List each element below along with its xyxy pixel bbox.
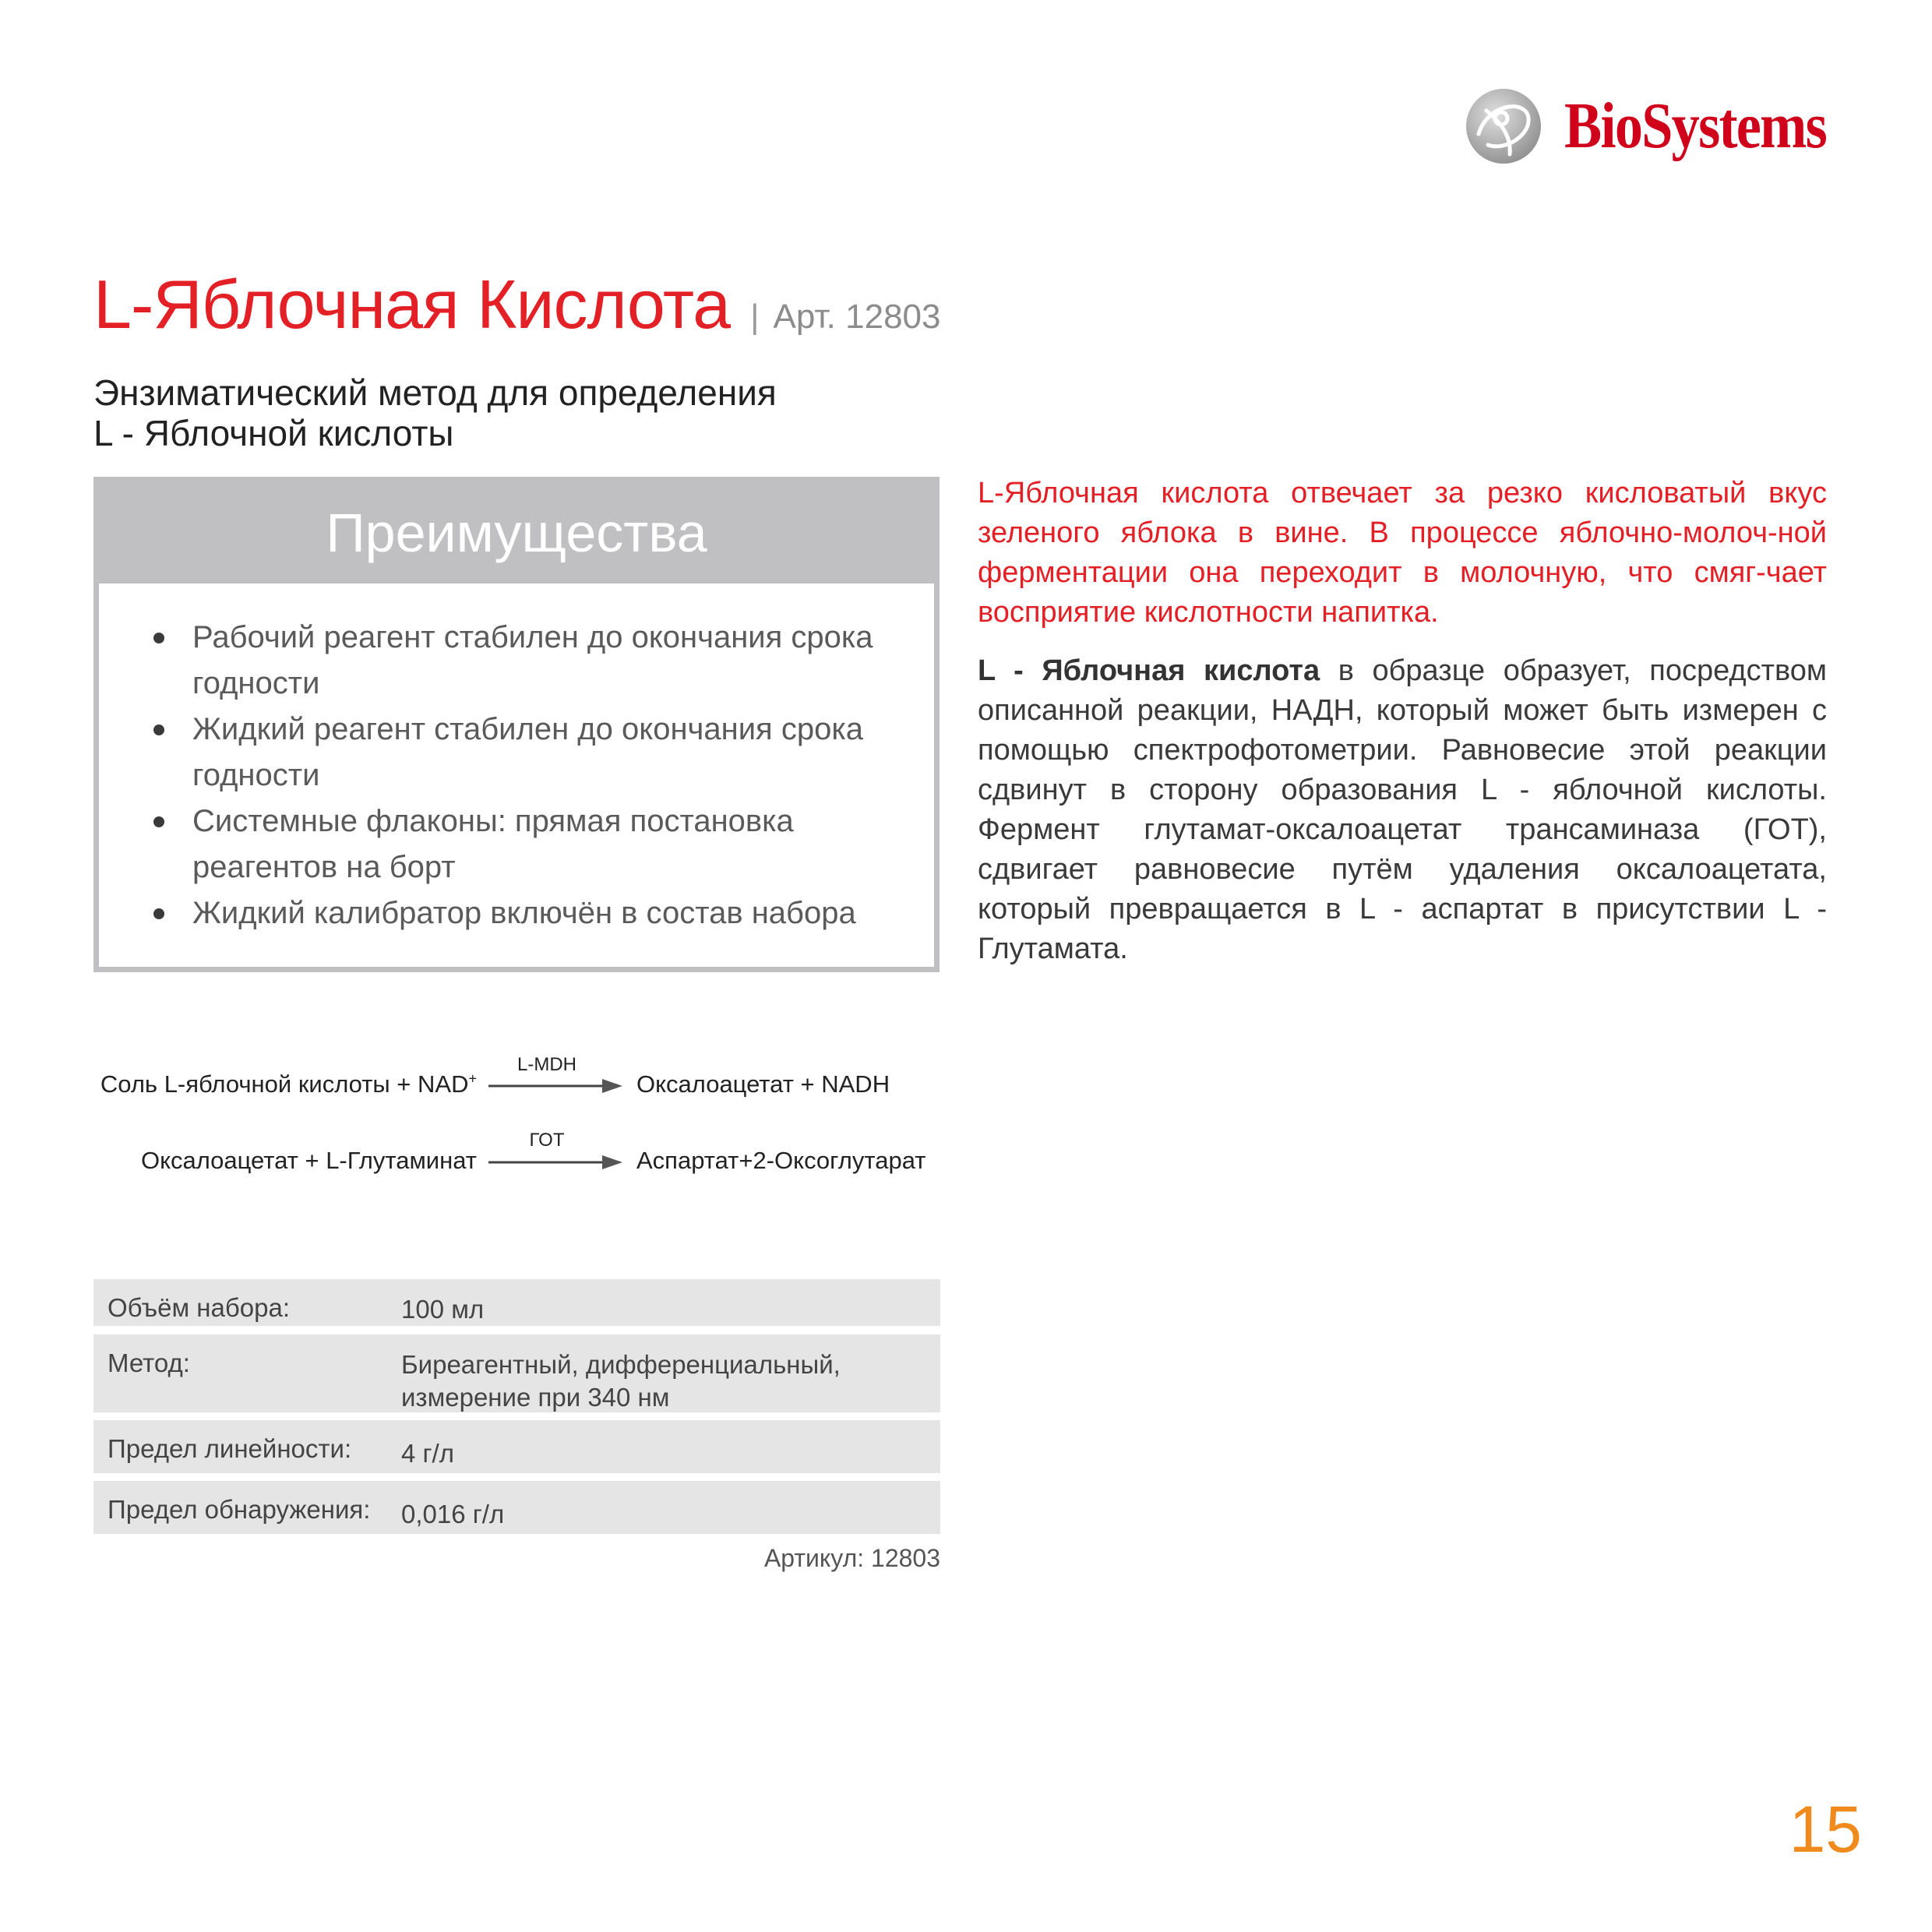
spec-value-line: 100 мл bbox=[401, 1295, 485, 1324]
table-row bbox=[93, 1334, 940, 1412]
spec-label: Объём набора: bbox=[108, 1293, 291, 1322]
subtitle bbox=[93, 372, 950, 453]
bullet-icon bbox=[153, 724, 164, 735]
intro-paragraph: L-Яблочная кислота отвечает за резко кисловатый вкус зеленого яблока в вине. В процессе яблочно-молоч-ной ферментации она переходит в молочную, что смяг-чает восприятие кислотности напитка. bbox=[978, 477, 1827, 629]
spec-value bbox=[401, 1349, 931, 1414]
title-row bbox=[93, 265, 940, 344]
list-item-text: Рабочий реагент стабилен до окончания срока bbox=[192, 620, 873, 654]
bullet-icon bbox=[153, 816, 164, 827]
article-number: Арт. 12803 bbox=[773, 298, 941, 336]
reaction-2-reactants: Оксалоацетат + L-Глутаминат bbox=[140, 1147, 477, 1174]
bullet-icon bbox=[153, 633, 164, 643]
page-number: 15 bbox=[1789, 1793, 1862, 1866]
reaction-1-arrow-icon bbox=[488, 1077, 626, 1095]
list-item bbox=[153, 890, 901, 936]
spec-label: Предел обнаружения: bbox=[108, 1495, 371, 1524]
list-item-text: годности bbox=[192, 666, 320, 700]
page-title: L-Яблочная Кислота bbox=[93, 266, 731, 343]
spec-label: Предел линейности: bbox=[108, 1434, 352, 1463]
spec-value-line: 4 г/л bbox=[401, 1439, 454, 1468]
list-item-text: Жидкий реагент стабилен до окончания срока bbox=[192, 712, 863, 746]
subtitle-line: Энзиматический метод для определения bbox=[93, 372, 777, 413]
table-row bbox=[93, 1481, 940, 1534]
list-item bbox=[153, 707, 901, 799]
table-row bbox=[93, 1279, 940, 1326]
spec-value bbox=[401, 1498, 931, 1531]
reaction-2-enzyme: ГОТ bbox=[529, 1130, 565, 1151]
reaction-1-left bbox=[100, 1070, 477, 1098]
reaction-1-enzyme: L-MDH bbox=[517, 1054, 576, 1075]
list-item bbox=[153, 615, 901, 707]
reaction-1-superscript: + bbox=[468, 1070, 477, 1087]
spec-label: Метод: bbox=[108, 1349, 190, 1377]
table-row bbox=[93, 1420, 940, 1473]
advantages-box bbox=[93, 477, 940, 972]
biosystems-logo-mark-icon bbox=[1465, 87, 1542, 165]
reaction-1-products: Оксалоацетат + NADH bbox=[636, 1070, 890, 1098]
list-item-text: Системные флаконы: прямая постановка bbox=[192, 804, 794, 838]
reaction-2-products: Аспартат+2-Оксоглутарат bbox=[636, 1147, 926, 1174]
body-text: в образце образует, посредством описанной реакции, НАДН, который может быть измерен с помощью спектрофотометрии. Равновесие этой реакции сдвинут в сторону образования L - яблочной кислоты. Фермент глутамат-оксалоацетат трансаминаза (ГОТ), сдвигает равновесие путём удаления оксалоацетата, который превращается в L - аспартат в присутствии L - Глутамата. bbox=[978, 654, 1828, 965]
list-item-text: годности bbox=[192, 758, 320, 792]
article-footer: Артикул: 12803 bbox=[763, 1544, 940, 1572]
body-bold-lead: L - Яблочная кислота bbox=[978, 654, 1320, 687]
spec-value-line: измерение при 340 нм bbox=[401, 1383, 670, 1412]
brand-name: BioSystems bbox=[1564, 90, 1827, 162]
reaction-1-reactants: Соль L-яблочной кислоты + NAD bbox=[100, 1070, 469, 1098]
advantages-heading: Преимущества bbox=[99, 482, 934, 583]
advantages-list bbox=[153, 615, 901, 936]
spec-value-line: 0,016 г/л bbox=[401, 1500, 505, 1528]
bullet-icon bbox=[153, 908, 164, 919]
list-item bbox=[153, 799, 901, 890]
list-item-text: реагентов на борт bbox=[192, 850, 456, 884]
reaction-2-left bbox=[141, 1147, 477, 1175]
spec-value bbox=[401, 1437, 931, 1470]
list-item-text: Жидкий калибратор включён в состав набора bbox=[192, 896, 856, 930]
brand-logo bbox=[1465, 87, 1862, 173]
body-paragraph bbox=[978, 651, 1827, 969]
spec-value bbox=[401, 1293, 931, 1326]
spec-value-line: Биреагентный, дифференциальный, bbox=[401, 1350, 841, 1379]
reaction-2-arrow-icon bbox=[488, 1153, 626, 1172]
subtitle-line: L - Яблочной кислоты bbox=[93, 413, 454, 453]
title-separator: | bbox=[750, 298, 760, 336]
